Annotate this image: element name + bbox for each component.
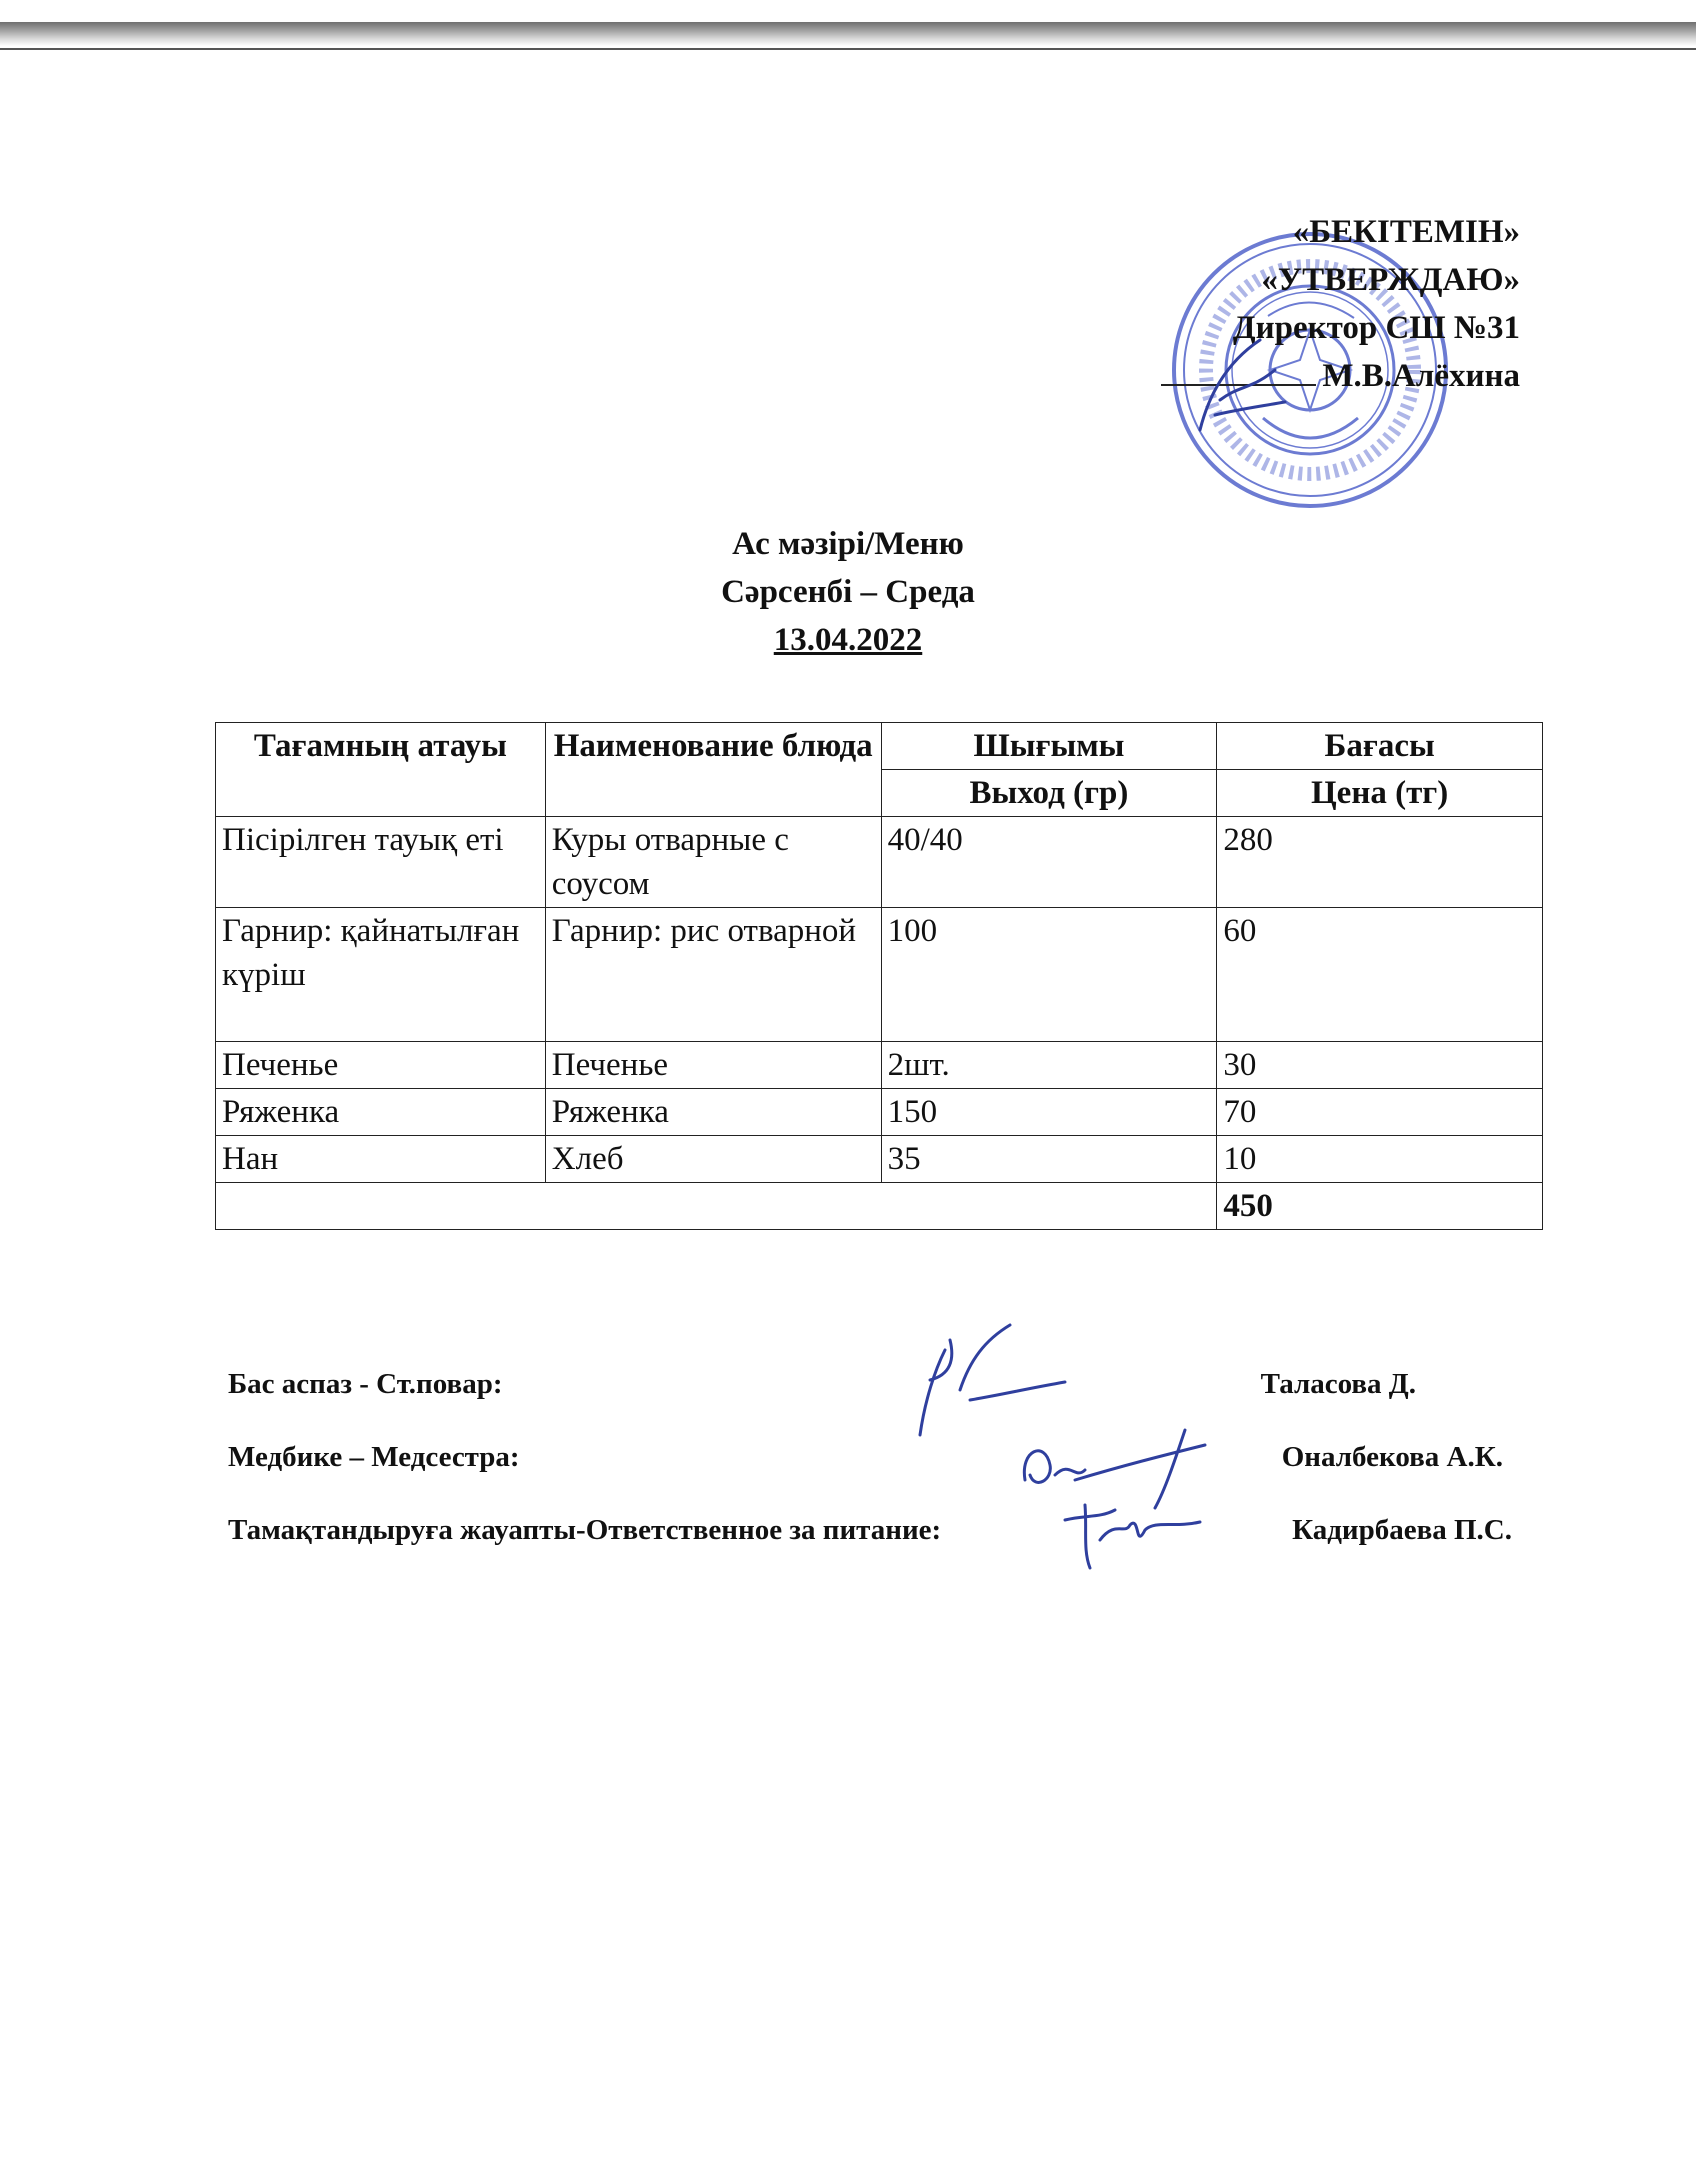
header-yield-kz: Шығымы [881,723,1217,770]
cell-name-kz: Ряженка [216,1089,546,1136]
responsible-signature-icon [1055,1490,1205,1570]
cell-yield: 35 [881,1136,1217,1183]
cell-price: 10 [1217,1136,1543,1183]
table-header-row [216,723,1543,770]
cell-name-kz: Нан [216,1136,546,1183]
table-row [216,1042,1543,1089]
cell-name-ru: Гарнир: рис отварной [545,908,881,1042]
signature-person: Оналбекова А.К. [1281,1441,1503,1473]
header-yield-ru: Выход (гр) [881,770,1217,817]
signature-row [228,1368,1528,1441]
signature-row [228,1514,1528,1587]
approval-position: Директор СШ №31 [1232,310,1520,346]
menu-title-block [0,520,1696,664]
cell-yield: 100 [881,908,1217,1042]
cell-yield: 150 [881,1089,1217,1136]
header-name-kz: Тағамның атауы [216,723,546,817]
cell-name-kz: Печенье [216,1042,546,1089]
menu-day: Сәрсенбі – Среда [721,574,975,610]
scan-top-edge [0,22,1696,46]
cell-name-ru: Ряженка [545,1089,881,1136]
menu-date: 13.04.2022 [773,622,923,658]
approval-signer: М.В.Алёхина [1322,358,1520,394]
table-row [216,1136,1543,1183]
table-row [216,908,1543,1042]
signature-role: Медбике – Медсестра: [228,1441,520,1473]
table-row [216,817,1543,908]
total-empty-cell [216,1183,1217,1230]
cell-name-kz: Пісірілген тауық еті [216,817,546,908]
table-row [216,1089,1543,1136]
cell-price: 280 [1217,817,1543,908]
cell-price: 70 [1217,1089,1543,1136]
cell-yield: 40/40 [881,817,1217,908]
table-total-row [216,1183,1543,1230]
signature-role: Тамақтандыруға жауапты-Ответственное за питание: [228,1514,942,1546]
signatures-block [228,1368,1528,1587]
signature-person: Кадирбаева П.С. [1292,1514,1512,1546]
cell-yield: 2шт. [881,1042,1217,1089]
signature-person: Таласова Д. [1260,1368,1416,1400]
menu-table [215,722,1543,1230]
cell-price: 60 [1217,908,1543,1042]
header-name-ru: Наименование блюда [545,723,881,817]
menu-title: Ас мәзірі/Меню [732,526,964,562]
signature-role: Бас аспаз - Ст.повар: [228,1368,503,1400]
header-price-kz: Бағасы [1217,723,1543,770]
cell-name-ru: Хлеб [545,1136,881,1183]
header-price-ru: Цена (тг) [1217,770,1543,817]
approval-ru: «УТВЕРЖДАЮ» [1261,262,1520,298]
cell-price: 30 [1217,1042,1543,1089]
cell-name-ru: Куры отварные с соусом [545,817,881,908]
total-price: 450 [1217,1183,1543,1230]
signature-row [228,1441,1528,1514]
cell-name-ru: Печенье [545,1042,881,1089]
cell-name-kz: Гарнир: қайнатылған күріш [216,908,546,1042]
approval-kz: «БЕКІТЕМІН» [1292,214,1520,250]
director-signature-icon [1180,330,1300,440]
